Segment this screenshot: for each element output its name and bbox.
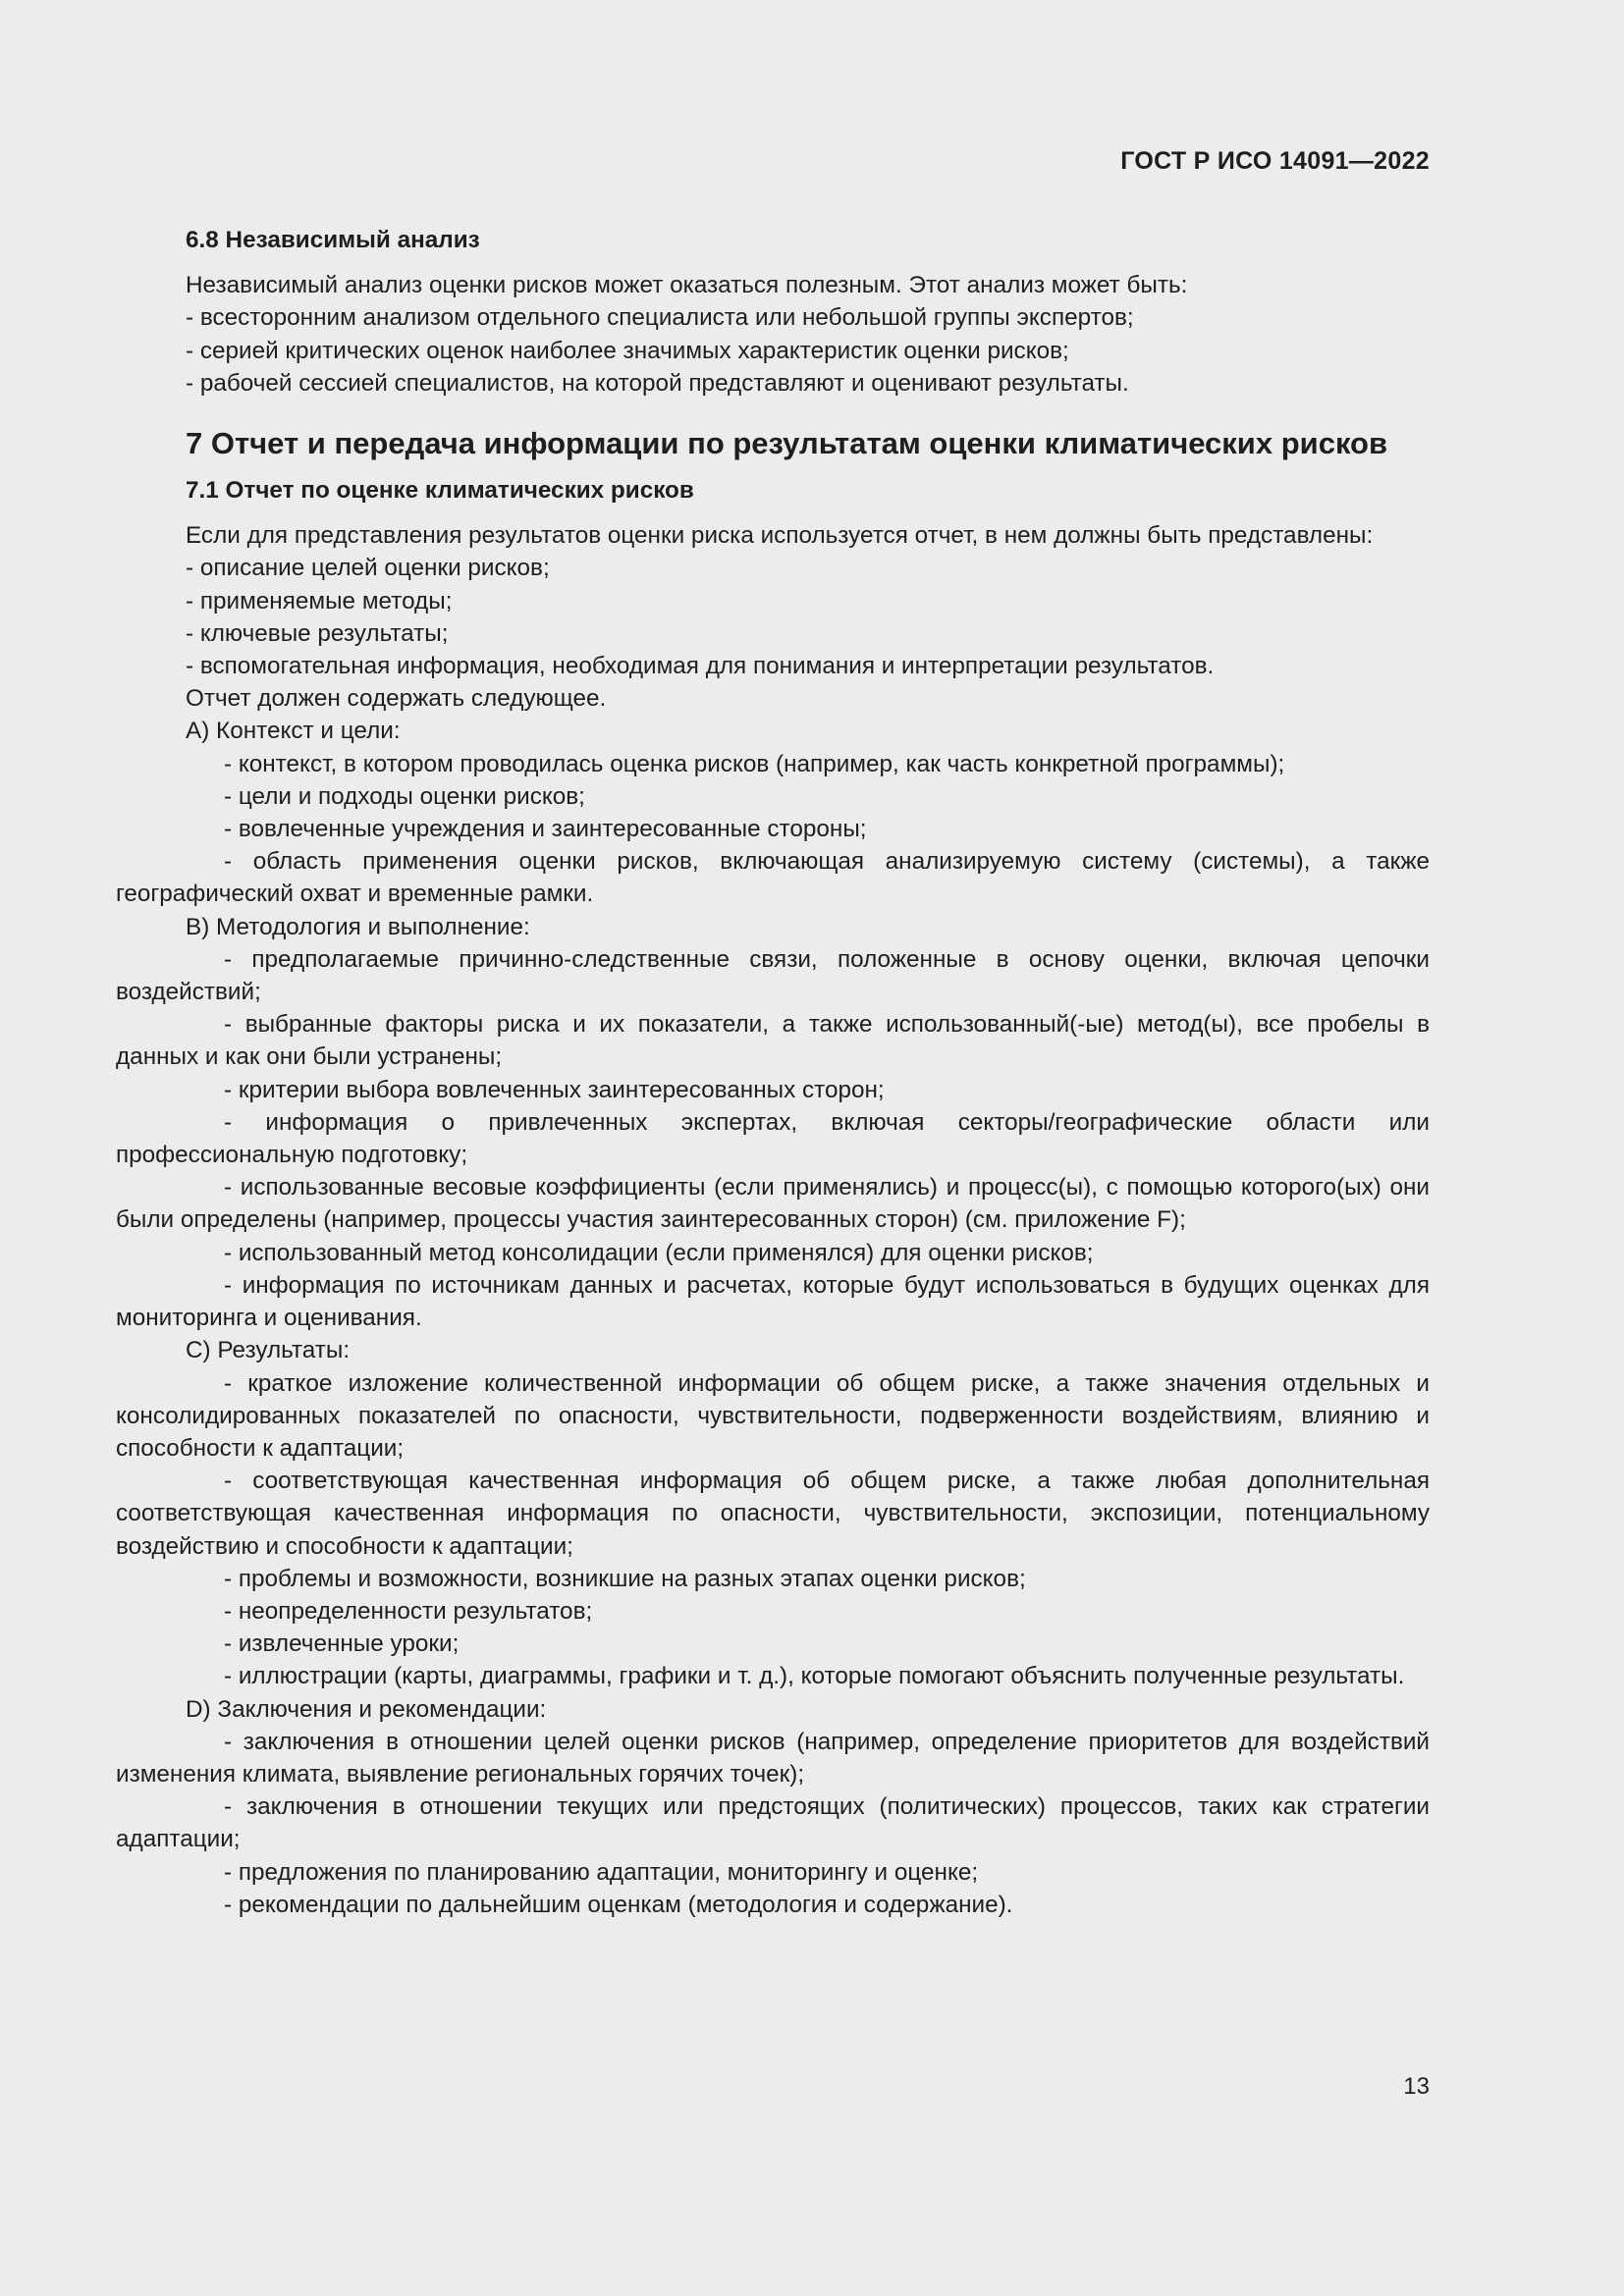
paragraph: - использованный метод консолидации (если применялся) для оценки рисков; bbox=[224, 1239, 1094, 1266]
list-item: - серией критических оценок наиболее значимых характеристик оценки рисков; bbox=[186, 337, 1069, 364]
paragraph: - соответствующая качественная информация об общем риске, а также любая дополнительная соответствующая качественная информация по опасности, чувствительности, экспозиции, потенциальному воздействию и способности к адаптации; bbox=[116, 1468, 1430, 1560]
paragraph: - вспомогательная информация, необходимая для понимания и интерпретации результатов. bbox=[186, 653, 1215, 680]
paragraph: - цели и подходы оценки рисков; bbox=[224, 782, 585, 810]
paragraph: - рекомендации по дальнейшим оценкам (методология и содержание). bbox=[224, 1891, 1013, 1918]
paragraph: - проблемы и возможности, возникшие на разных этапах оценки рисков; bbox=[224, 1565, 1026, 1592]
paragraph: - неопределенности результатов; bbox=[224, 1597, 593, 1625]
paragraph: - краткое изложение количественной информации об общем риске, а также значения отдельных и консолидированных показателей по опасности, чувствительности, подверженности воздействиям, влиянию и способности к адаптации; bbox=[116, 1369, 1430, 1462]
paragraph: - ключевые результаты; bbox=[186, 619, 449, 647]
section-7-title: 7 Отчет и передача информации по результатам оценки климатических рисков bbox=[186, 426, 1388, 461]
paragraph: D) Заключения и рекомендации: bbox=[186, 1695, 547, 1723]
paragraph: Если для представления результатов оценки риска используется отчет, в нем должны быть представлены: bbox=[186, 522, 1374, 550]
paragraph: - извлеченные уроки; bbox=[224, 1630, 460, 1658]
list-item: - рабочей сессией специалистов, на которой представляют и оценивают результаты. bbox=[186, 369, 1129, 397]
paragraph: - информация о привлеченных экспертах, включая секторы/географические области или профессиональную подготовку; bbox=[116, 1108, 1430, 1169]
section-6-8-title: 6.8 Независимый анализ bbox=[186, 227, 480, 253]
paragraph: - область применения оценки рисков, включающая анализируемую систему (системы), а также географический охват и временные рамки. bbox=[116, 848, 1430, 908]
paragraph: - предложения по планированию адаптации, мониторингу и оценке; bbox=[224, 1858, 979, 1886]
paragraph: - применяемые методы; bbox=[186, 587, 453, 614]
paragraph: A) Контекст и цели: bbox=[186, 718, 401, 745]
paragraph: B) Методология и выполнение: bbox=[186, 913, 530, 940]
paragraph: - контекст, в котором проводилась оценка рисков (например, как часть конкретной программы); bbox=[224, 750, 1285, 777]
paragraph: - критерии выбора вовлеченных заинтересованных сторон; bbox=[224, 1076, 885, 1103]
section-7-body bbox=[116, 519, 1430, 1921]
paragraph: Отчет должен содержать следующее. bbox=[186, 685, 607, 713]
paragraph: - заключения в отношении текущих или предстоящих (политических) процессов, таких как стратегии адаптации; bbox=[116, 1793, 1430, 1853]
document-header: ГОСТ Р ИСО 14091—2022 bbox=[1120, 147, 1430, 175]
paragraph: - выбранные факторы риска и их показатели, а также использованный(-ые) метод(ы), все пробелы в данных и как они были устранены; bbox=[116, 1011, 1430, 1071]
paragraph: - заключения в отношении целей оценки рисков (например, определение приоритетов для воздействий изменения климата, выявление региональных горячих точек); bbox=[116, 1728, 1430, 1788]
page-number: 13 bbox=[1403, 2073, 1430, 2100]
page-content bbox=[116, 224, 1430, 1921]
paragraph: - использованные весовые коэффициенты (если применялись) и процесс(ы), с помощью которого(ых) они были определены (например, процессы участия заинтересованных сторон) (см. приложение F); bbox=[116, 1174, 1430, 1234]
paragraph: Независимый анализ оценки рисков может оказаться полезным. Этот анализ может быть: bbox=[186, 272, 1188, 299]
list-item: - всесторонним анализом отдельного специалиста или небольшой группы экспертов; bbox=[186, 304, 1134, 332]
paragraph: - иллюстрации (карты, диаграммы, графики и т. д.), которые помогают объяснить полученные результаты. bbox=[224, 1663, 1405, 1690]
paragraph: C) Результаты: bbox=[186, 1337, 351, 1364]
section-7-1-title: 7.1 Отчет по оценке климатических рисков bbox=[186, 477, 694, 505]
paragraph: - описание целей оценки рисков; bbox=[186, 555, 550, 582]
paragraph: - вовлеченные учреждения и заинтересованные стороны; bbox=[224, 816, 867, 843]
paragraph: - информация по источникам данных и расчетах, которые будут использоваться в будущих оценках для мониторинга и оценивания. bbox=[116, 1271, 1430, 1332]
paragraph: - предполагаемые причинно-следственные связи, положенные в основу оценки, включая цепочки воздействий; bbox=[116, 945, 1430, 1006]
